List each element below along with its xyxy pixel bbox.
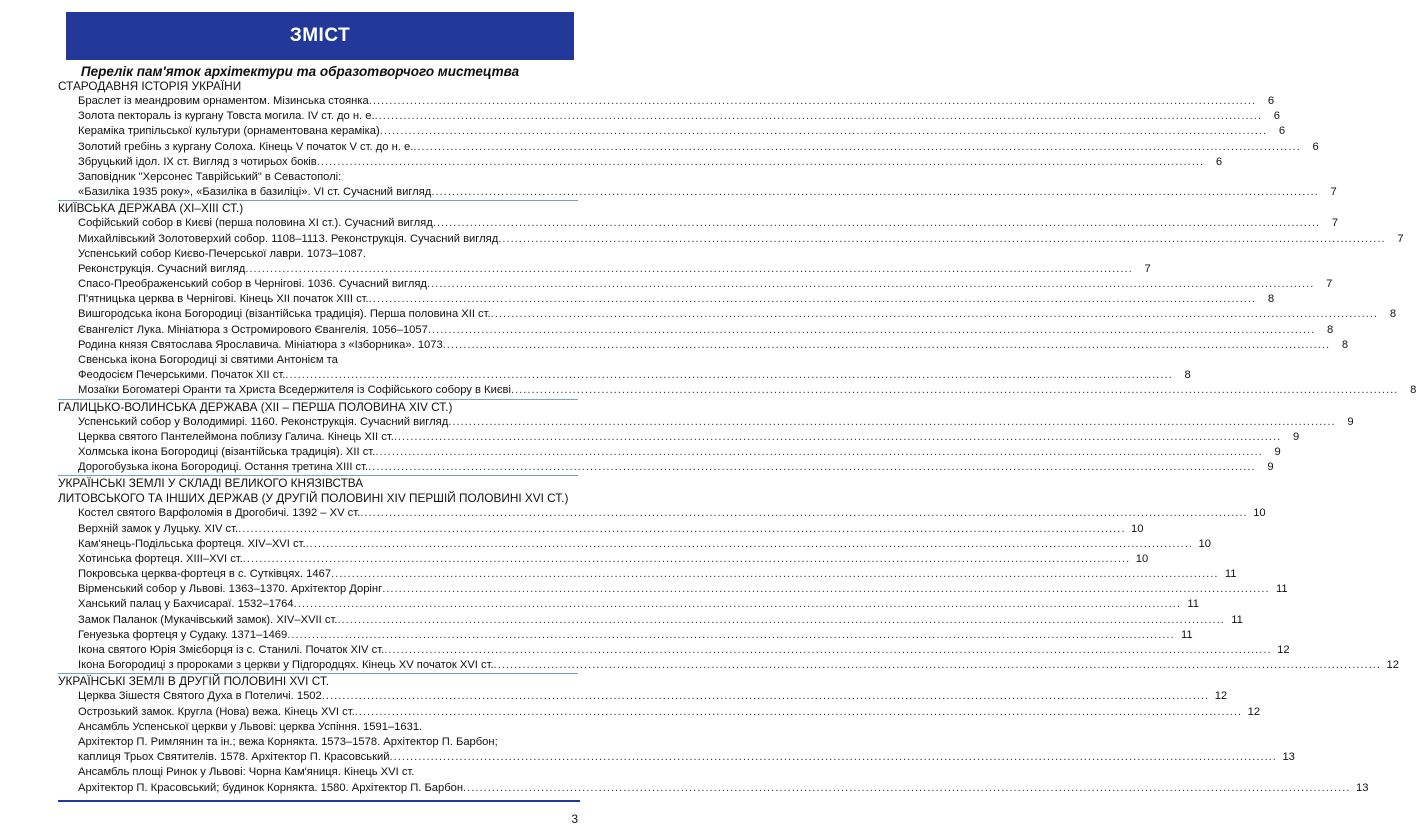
dot-leader: [368, 460, 1255, 475]
dot-leader: [355, 705, 1242, 720]
toc-entry[interactable]: [78, 658, 1399, 673]
toc-entry-text: Кераміка трипільської культури (орнаментована кераміка): [78, 125, 380, 138]
toc-entry-page: 6: [1312, 140, 1319, 153]
toc-entry[interactable]: [78, 262, 1151, 277]
dot-leader: [317, 155, 1204, 170]
dot-leader: [369, 94, 1256, 109]
section-title: КИЇВСЬКА ДЕРЖАВА (XI–XIII СТ.): [58, 201, 244, 216]
toc-entry-text: Реконструкція. Сучасний вигляд: [78, 262, 246, 275]
toc-entry[interactable]: [78, 750, 1295, 765]
toc-entry-text: Архітектор П. Римлянин та ін.; вежа Корнякта. 1573–1578. Архітектор П. Барбон;: [78, 735, 498, 748]
toc-entry[interactable]: [78, 170, 578, 185]
toc-entry-text: Успенський собор Києво-Печерської лаври. 1073–1087.: [78, 247, 367, 260]
page-number: 3: [571, 812, 578, 826]
toc-entry-text: Мозаїки Богоматері Оранти та Христа Вседержителя із Софійського собору в Києві: [78, 384, 511, 397]
toc-entry-text: Генуезька фортеця у Судаку. 1371–1469: [78, 628, 288, 641]
toc-entry-page: [560, 170, 578, 185]
toc-entry-text: Ансамбль Успенської церкви у Львові: церква Успіння. 1591–1631.: [78, 720, 423, 733]
toc-entry-text: Замок Паланок (Мукачівський замок). XIV–XVII ст.: [78, 613, 338, 626]
dot-leader: [384, 643, 1271, 658]
toc-entry[interactable]: [78, 689, 1228, 704]
toc-entry-text: Дорогобузька ікона Богородиці. Остання третина XIII ст.: [78, 461, 369, 474]
toc-section: [58, 475, 1399, 673]
dot-leader: [322, 689, 1209, 704]
toc-entry[interactable]: [78, 643, 1290, 658]
toc-entry-text: Спасо-Преображенський собор в Чернігові. 1036. Сучасний вигляд: [78, 278, 427, 291]
toc-entry[interactable]: [78, 781, 1369, 796]
toc-section: [58, 673, 1369, 795]
dot-leader: [375, 445, 1262, 460]
toc-entry-text: Збруцький ідол. IX ст. Вигляд з чотирьох боків: [78, 155, 317, 168]
toc-entry-page: 10: [1198, 537, 1211, 550]
toc-entry-page: 12: [1277, 644, 1290, 656]
section-title-continued: ЛИТОВСЬКОГО ТА ІНШИХ ДЕРЖАВ (У ДРУГІЙ ПОЛОВИНІ XIV ПЕРШІЙ ПОЛОВИНІ XVI СТ.): [58, 491, 569, 506]
dot-leader: [422, 720, 560, 735]
toc-entry[interactable]: [78, 140, 1319, 155]
toc-entry[interactable]: [78, 445, 1281, 460]
dot-leader: [433, 216, 1320, 231]
toc-entry[interactable]: [78, 460, 1274, 475]
dot-leader: [337, 613, 1224, 628]
toc-entry[interactable]: [78, 552, 1149, 567]
toc-entry[interactable]: [78, 537, 1211, 552]
toc-entry-page: [560, 765, 578, 780]
dot-leader: [414, 765, 560, 780]
toc-entry[interactable]: [78, 735, 578, 750]
toc-entry[interactable]: [78, 720, 578, 735]
toc-entry-page: 10: [1131, 522, 1144, 535]
toc-entry-page: 7: [1331, 217, 1339, 230]
toc-entry[interactable]: [78, 765, 578, 780]
toc-entry-page: [560, 720, 578, 735]
contents-header: [66, 12, 574, 60]
contents-subtitle: Перелік пам'яток архітектури та образотворчого мистецтва: [80, 64, 520, 79]
dot-leader: [494, 658, 1381, 673]
toc-entry-page: 9: [1267, 461, 1274, 474]
toc-entry-text: Ханський палац у Бахчисараї. 1532–1764: [78, 598, 294, 611]
dot-leader: [294, 597, 1181, 612]
toc-entry-text: Успенський собор у Володимирі. 1160. Реконструкція. Сучасний вигляд: [78, 415, 449, 428]
dot-leader: [306, 537, 1193, 552]
toc-entry[interactable]: [78, 216, 1339, 231]
toc-entry-page: 8: [1389, 308, 1397, 321]
toc-entry-page: 8: [1410, 384, 1416, 397]
section-title: ГАЛИЦЬКО-ВОЛИНСЬКА ДЕРЖАВА (XII – ПЕРША ПОЛОВИНА XIV СТ.): [58, 399, 453, 414]
toc-entry-text: каплиця Трьох Святителів. 1578. Архітектор П. Красовський: [78, 751, 390, 764]
toc-entry-text: Церква святого Пантелеймона поблизу Галича. Кінець XII ст.: [78, 430, 394, 443]
toc-entry-page: 8: [1267, 293, 1275, 306]
dot-leader: [413, 140, 1300, 155]
toc-entry-text: П'ятницька церква в Чернігові. Кінець XII початок XIII ст.: [78, 293, 369, 306]
toc-entry-page: 6: [1273, 110, 1280, 123]
dot-leader: [431, 185, 1318, 200]
dot-leader: [491, 307, 1378, 322]
toc-section: [58, 79, 1337, 200]
toc-entry[interactable]: [78, 383, 1416, 398]
toc-entry-text: Золотий гребінь з кургану Солоха. Кінець V початок V ст. до н. е.: [78, 140, 414, 153]
toc-entry-text: Кам'янець-Подільська фортеця. XIV–XVI ст.: [78, 537, 306, 550]
toc-entry-page: 7: [1397, 232, 1404, 245]
toc-entry-text: Заповідник "Херсонес Таврійський" в Севастополі:: [78, 170, 342, 183]
dot-leader: [331, 567, 1218, 582]
dot-leader: [375, 109, 1262, 124]
dot-leader: [238, 522, 1125, 537]
toc-entry-text: Ікона святого Юрія Змієборця із с. Станилі. Початок XIV ст.: [78, 644, 385, 656]
toc-entry-page: 9: [1292, 430, 1300, 443]
toc-entry[interactable]: [78, 597, 1199, 612]
dot-leader: [443, 338, 1330, 353]
dot-leader: [369, 292, 1256, 307]
toc-entry[interactable]: [78, 277, 1333, 292]
toc-entry-text: Церква Зішестя Святого Духа в Потеличі. 1502: [78, 690, 322, 703]
toc-entry-page: 6: [1215, 155, 1223, 168]
toc-entry-page: 7: [1144, 262, 1151, 275]
toc-entry[interactable]: [78, 506, 1266, 521]
toc-entry-text: Феодосієм Печерськими. Початок XII ст.: [78, 369, 286, 382]
toc-entry[interactable]: [78, 613, 1243, 628]
toc-entry-text: Архітектор П. Красовський; будинок Корнякта. 1580. Архітектор П. Барбон: [78, 781, 464, 794]
toc-entry-page: [560, 353, 578, 368]
toc-entry[interactable]: [78, 109, 1280, 124]
section-title: СТАРОДАВНЯ ІСТОРІЯ УКРАЇНИ: [58, 79, 242, 93]
toc-entry-page: 10: [1253, 507, 1266, 520]
toc-entry[interactable]: [78, 124, 1286, 139]
toc-entry-page: 11: [1275, 583, 1288, 596]
toc-entry[interactable]: [78, 247, 578, 262]
section-title: УКРАЇНСЬКІ ЗЕМЛІ В ДРУГІЙ ПОЛОВИНІ XVI СТ.: [58, 674, 330, 689]
toc-entry[interactable]: [78, 430, 1300, 445]
dot-leader: [463, 781, 1350, 796]
dot-leader: [338, 353, 560, 368]
dot-leader: [448, 415, 1335, 430]
toc-entry-text: Свенська ікона Богородиці зі святими Антонієм та: [78, 354, 338, 366]
toc-entry-page: 8: [1341, 338, 1349, 351]
toc-entry-page: 8: [1184, 369, 1191, 382]
toc-section: [58, 399, 1354, 476]
toc-entry-page: [560, 735, 578, 750]
toc-entry[interactable]: [78, 522, 1144, 537]
toc-entry[interactable]: [78, 323, 1334, 338]
dot-leader: [285, 368, 1172, 383]
toc-entry-page: 13: [1355, 781, 1369, 794]
toc-entry-page: 13: [1282, 751, 1295, 764]
toc-entry[interactable]: [78, 628, 1193, 643]
section-title: УКРАЇНСЬКІ ЗЕМЛІ У СКЛАДІ ВЕЛИКОГО КНЯЗІВСТВА: [58, 476, 364, 491]
toc-entry-text: Острозький замок. Кругла (Нова) вежа. Кінець XVI ст.: [78, 705, 355, 718]
dot-leader: [498, 735, 560, 750]
dot-leader: [382, 582, 1269, 597]
contents-title: ЗМІСТ: [289, 25, 351, 46]
dot-leader: [243, 552, 1130, 567]
toc-entry-page: 9: [1274, 445, 1281, 458]
dot-leader: [287, 628, 1174, 643]
toc-entry-page: 8: [1327, 323, 1334, 336]
table-of-contents: [58, 79, 1416, 796]
dot-leader: [245, 262, 1132, 277]
toc-entry-page: [560, 247, 578, 262]
toc-entry-text: Вишгородська ікона Богородиці (візантійська традиція). Перша половина XII ст.: [78, 308, 491, 321]
toc-entry-page: 10: [1135, 552, 1149, 565]
toc-entry[interactable]: [78, 232, 1404, 247]
toc-entry[interactable]: [78, 567, 1237, 582]
dot-leader: [390, 750, 1277, 765]
dot-leader: [428, 323, 1315, 338]
dot-leader: [511, 383, 1398, 398]
toc-entry-page: 6: [1267, 95, 1275, 107]
toc-entry[interactable]: [78, 415, 1354, 430]
toc-entry[interactable]: [78, 338, 1349, 353]
toc-entry-page: 12: [1247, 705, 1261, 718]
toc-entry-text: Верхній замок у Луцьку. XIV ст.: [78, 522, 239, 535]
toc-entry[interactable]: [78, 353, 578, 368]
dot-leader: [380, 124, 1267, 139]
toc-entry-text: Ансамбль площі Ринок у Львові: Чорна Кам'яниця. Кінець XVI ст.: [78, 766, 415, 779]
toc-entry[interactable]: [78, 705, 1261, 720]
dot-leader: [498, 232, 1385, 247]
toc-entry[interactable]: [78, 185, 1337, 200]
toc-entry[interactable]: [78, 94, 1275, 109]
toc-entry-text: Хотинська фортеця. XIII–XVI ст.: [78, 552, 243, 565]
toc-entry-text: Костел святого Варфоломія в Дрогобичі. 1392 – XV ст.: [78, 507, 361, 520]
toc-entry-page: 12: [1214, 690, 1228, 703]
dot-leader: [341, 170, 560, 185]
toc-entry-text: Золота пектораль із кургану Товста могила. IV ст. до н. е.: [78, 110, 375, 123]
toc-entry[interactable]: [78, 307, 1397, 322]
footer-divider: [58, 800, 580, 802]
dot-leader: [394, 430, 1281, 445]
toc-entry-text: Софійський собор в Києві (перша половина XI ст.). Сучасний вигляд: [78, 217, 433, 230]
toc-entry-text: Покровська церква-фортеця в с. Сутківцях. 1467: [78, 568, 332, 581]
toc-entry-text: Родина князя Святослава Ярославича. Мініатюра з «Ізборника». 1073: [78, 338, 443, 351]
toc-entry-page: 9: [1347, 415, 1354, 428]
toc-entry-page: 11: [1224, 568, 1237, 581]
toc-entry-text: Вірменський собор у Львові. 1363–1370. Архітектор Дорінг: [78, 583, 383, 596]
toc-entry[interactable]: [78, 155, 1223, 170]
toc-entry[interactable]: [78, 292, 1275, 307]
toc-entry-text: Михайлівський Золотоверхий собор. 1108–1113. Реконструкція. Сучасний вигляд: [78, 232, 499, 245]
toc-entry-page: 11: [1187, 598, 1199, 611]
toc-entry-text: Браслет із меандровим орнаментом. Мізинська стоянка: [78, 95, 369, 107]
dot-leader: [360, 506, 1247, 521]
toc-entry-page: 7: [1330, 186, 1337, 199]
toc-entry[interactable]: [78, 368, 1191, 383]
toc-entry-text: Холмська ікона Богородиці (візантійська традиція). XII ст.: [78, 445, 376, 458]
dot-leader: [427, 277, 1314, 292]
toc-entry-page: 7: [1326, 278, 1333, 291]
toc-entry-page: 11: [1181, 628, 1193, 641]
toc-entry[interactable]: [78, 582, 1288, 597]
toc-entry-text: Євангеліст Лука. Мініатюра з Остромирового Євангелія. 1056–1057: [78, 323, 428, 336]
toc-section: [58, 200, 1416, 398]
toc-entry-text: Ікона Богородиці з пророками з церкви у Підгородцях. Кінець XV початок XVI ст.: [78, 659, 494, 672]
toc-entry-page: 6: [1278, 125, 1286, 138]
toc-entry-text: «Базиліка 1935 року», «Базиліка в базиліці». VI ст. Сучасний вигляд: [78, 186, 432, 199]
dot-leader: [366, 247, 560, 262]
toc-entry-page: 12: [1386, 659, 1399, 672]
toc-entry-page: 11: [1231, 613, 1243, 626]
